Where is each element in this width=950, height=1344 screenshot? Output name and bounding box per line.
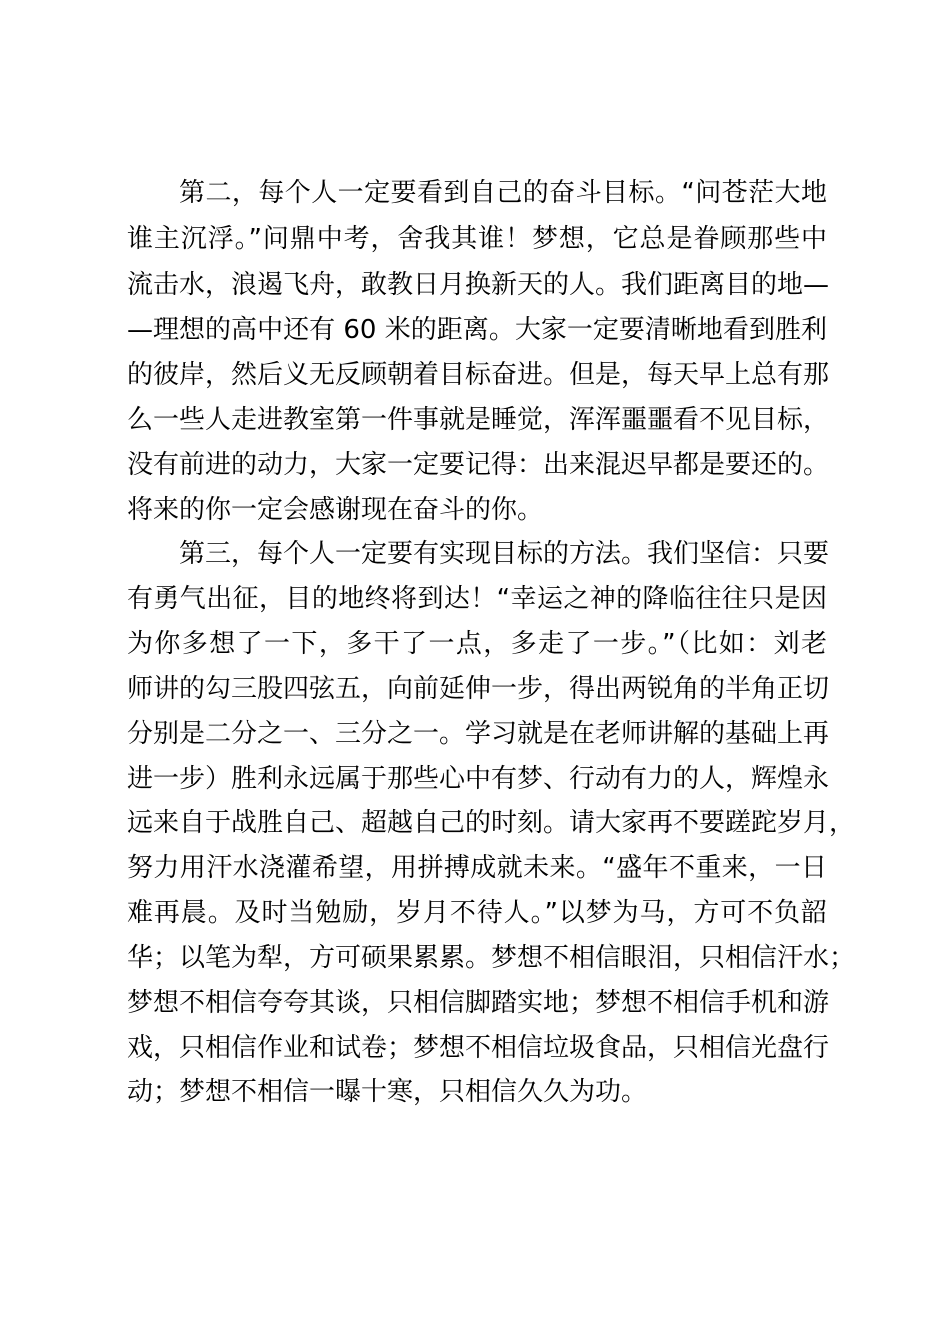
paragraph-1-line-8: 将来的你一定会感谢现在奋斗的你。 [127, 495, 544, 525]
paragraph-2-line-12: 戏，只相信作业和试卷；梦想不相信垃圾食品，只相信光盘行 [127, 1033, 830, 1063]
paragraph-2-line-6: 进一步）胜利永远属于那些心中有梦、行动有力的人，辉煌永 [127, 764, 830, 794]
paragraph-1-line-1: 第二，每个人一定要看到自己的奋斗目标。“问苍茫大地 [179, 178, 827, 208]
paragraph-1-line-7: 没有前进的动力，大家一定要记得：出来混迟早都是要还的。 [127, 450, 830, 480]
paragraph-2-line-8: 努力用汗水浇灌希望，用拼搏成就未来。“盛年不重来，一日 [127, 853, 827, 883]
paragraph-1-line-3: 流击水，浪遏飞舟，敢教日月换新天的人。我们距离目的地— [127, 270, 830, 300]
paragraph-2-line-7: 远来自于战胜自己、超越自己的时刻。请大家再不要蹉跎岁月， [127, 808, 856, 838]
paragraph-1-line-6: 么一些人走进教室第一件事就是睡觉，浑浑噩噩看不见目标， [127, 405, 830, 435]
paragraph-2-line-5: 分别是二分之一、三分之一。学习就是在老师讲解的基础上再 [127, 719, 830, 749]
paragraph-2-line-9: 难再晨。及时当勉励，岁月不待人。”以梦为马，方可不负韶 [127, 898, 827, 928]
paragraph-2-line-1: 第三，每个人一定要有实现目标的方法。我们坚信：只要 [179, 539, 830, 569]
paragraph-1-line-5: 的彼岸，然后义无反顾朝着目标奋进。但是，每天早上总有那 [127, 360, 830, 390]
paragraph-2-line-4: 师讲的勾三股四弦五，向前延伸一步，得出两锐角的半角正切 [127, 674, 830, 704]
paragraph-2-line-13: 动；梦想不相信一曝十寒，只相信久久为功。 [127, 1077, 648, 1107]
paragraph-2-line-10: 华；以笔为犁，方可硕果累累。梦想不相信眼泪，只相信汗水； [127, 943, 856, 973]
paragraph-2-line-3: 为你多想了一下，多干了一点，多走了一步。”（比如：刘老 [127, 629, 827, 659]
paragraph-1-line-2: 谁主沉浮。”问鼎中考，舍我其谁！梦想，它总是眷顾那些中 [127, 224, 827, 254]
paragraph-2-line-2: 有勇气出征，目的地终将到达！“幸运之神的降临往往只是因 [127, 584, 827, 614]
paragraph-2-line-11: 梦想不相信夸夸其谈，只相信脚踏实地；梦想不相信手机和游 [127, 988, 830, 1018]
paragraph-1-line-4: —理想的高中还有 60 米的距离。大家一定要清晰地看到胜利 [127, 315, 827, 345]
